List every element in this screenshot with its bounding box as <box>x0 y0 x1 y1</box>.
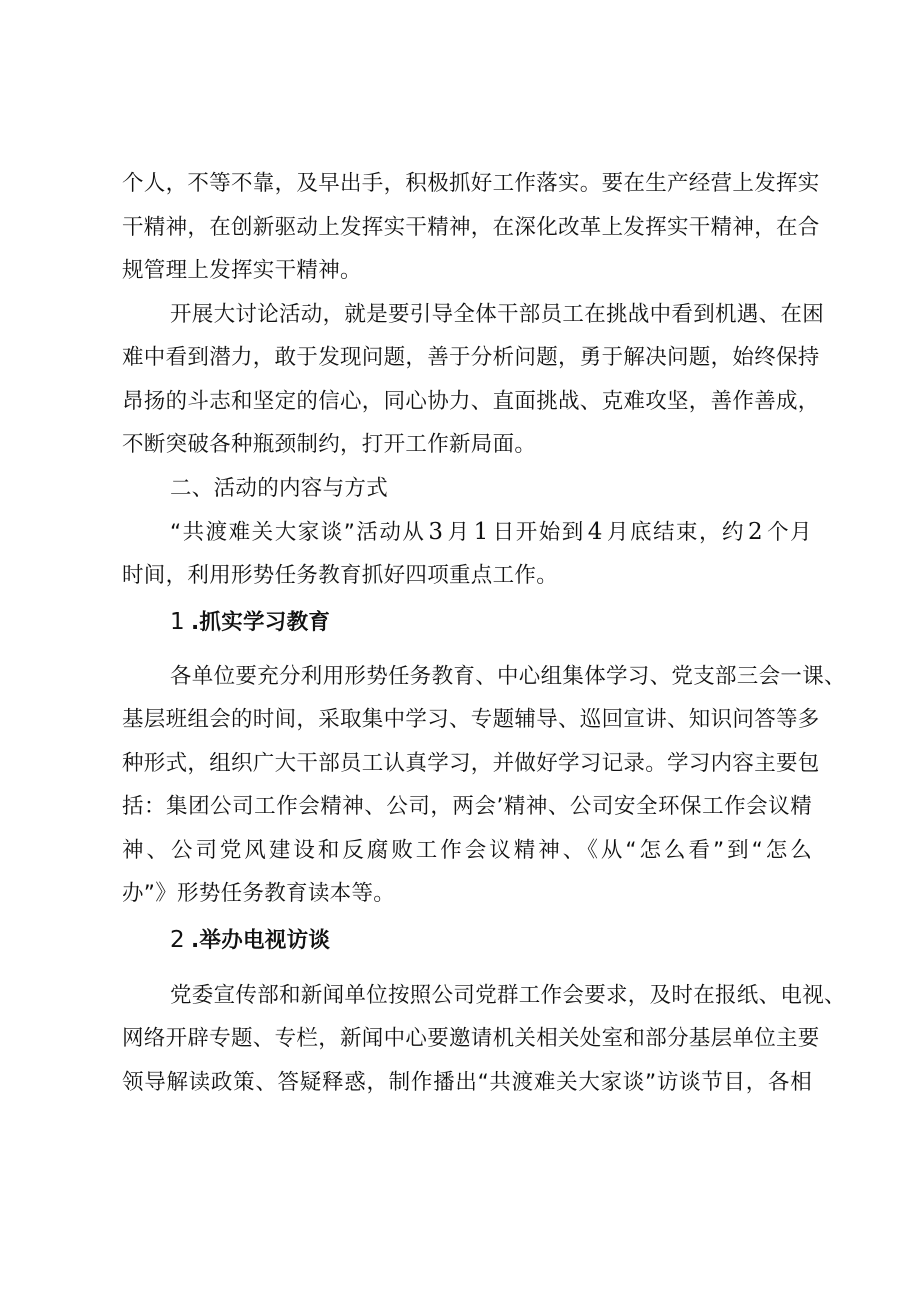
paragraph-line: 办”》形势任务教育读本等。 <box>122 881 396 906</box>
paragraph-line: 昂扬的斗志和坚定的信心，同心协力、直面挑战、克难攻坚，善作善成， <box>122 389 820 414</box>
paragraph-line: 种形式，组织广大干部员工认真学习，并做好学习记录。学习内容主要包 <box>122 751 820 776</box>
paragraph-line: 开展大讨论活动，就是要引导全体干部员工在挑战中看到机遇、在困 <box>170 302 825 327</box>
paragraph-line: 括：集团公司工作会精神、公司，两会’精神、公司安全环保工作会议精 <box>122 794 812 819</box>
subheading-text: .抓实学习教育 <box>190 610 331 635</box>
paragraph-line: 难中看到潜力，敢于发现问题，善于分析问题，勇于解决问题，始终保持 <box>122 345 820 370</box>
subheading-2 <box>170 923 812 957</box>
paragraph-line: 规管理上发挥实干精神。 <box>122 258 362 283</box>
text-run: 月 <box>446 520 471 545</box>
paragraph-line: 神、公司党风建设和反腐败工作会议精神、《从“怎么看”到“怎么 <box>122 838 812 863</box>
paragraph-line: 个人，不等不靠，及早出手，积极抓好工作落实。要在生产经营上发挥实 <box>122 171 820 196</box>
subheading-text: .举办电视访谈 <box>190 928 331 953</box>
section-title: 二、活动的内容与方式 <box>170 476 389 501</box>
text-run: “共渡难关大家谈”活动从 <box>170 520 426 545</box>
date-number: 3 <box>428 519 444 545</box>
paragraph-line: 领导解读政策、答疑释惑，制作播出“共渡难关大家谈”访谈节目，各相 <box>122 1070 812 1095</box>
paragraph-line: 不断突破各种瓶颈制约，打开工作新局面。 <box>122 432 537 457</box>
paragraph-line: 干精神，在创新驱动上发挥实干精神，在深化改革上发挥实干精神，在合 <box>122 215 820 240</box>
date-number: 4 <box>587 519 603 545</box>
paragraph-line: 时间，利用形势任务教育抓好四项重点工作。 <box>122 563 559 588</box>
paragraph-line: 网络开辟专题、专栏，新闻中心要邀请机关相关处室和部分基层单位主要 <box>122 1026 820 1051</box>
duration-number: 2 <box>748 519 763 545</box>
subheading-number: 2 <box>170 927 185 953</box>
text-run: 个月 <box>765 520 812 545</box>
text-run: 日开始到 <box>491 520 585 545</box>
text-run: 月底结束，约 <box>605 520 746 545</box>
paragraph-line: 各单位要充分利用形势任务教育、中心组集体学习、党支部三会一课、 <box>170 664 846 689</box>
paragraph-line: 党委宣传部和新闻单位按照公司党群工作会要求，及时在报纸、电视、 <box>170 983 846 1008</box>
date-number: 1 <box>473 519 489 545</box>
subheading-number: 1 <box>170 609 185 635</box>
subheading-1 <box>170 605 812 639</box>
paragraph-line: 基层班组会的时间，采取集中学习、专题辅导、巡回宣讲、知识问答等多 <box>122 707 820 732</box>
paragraph-line <box>170 515 812 549</box>
